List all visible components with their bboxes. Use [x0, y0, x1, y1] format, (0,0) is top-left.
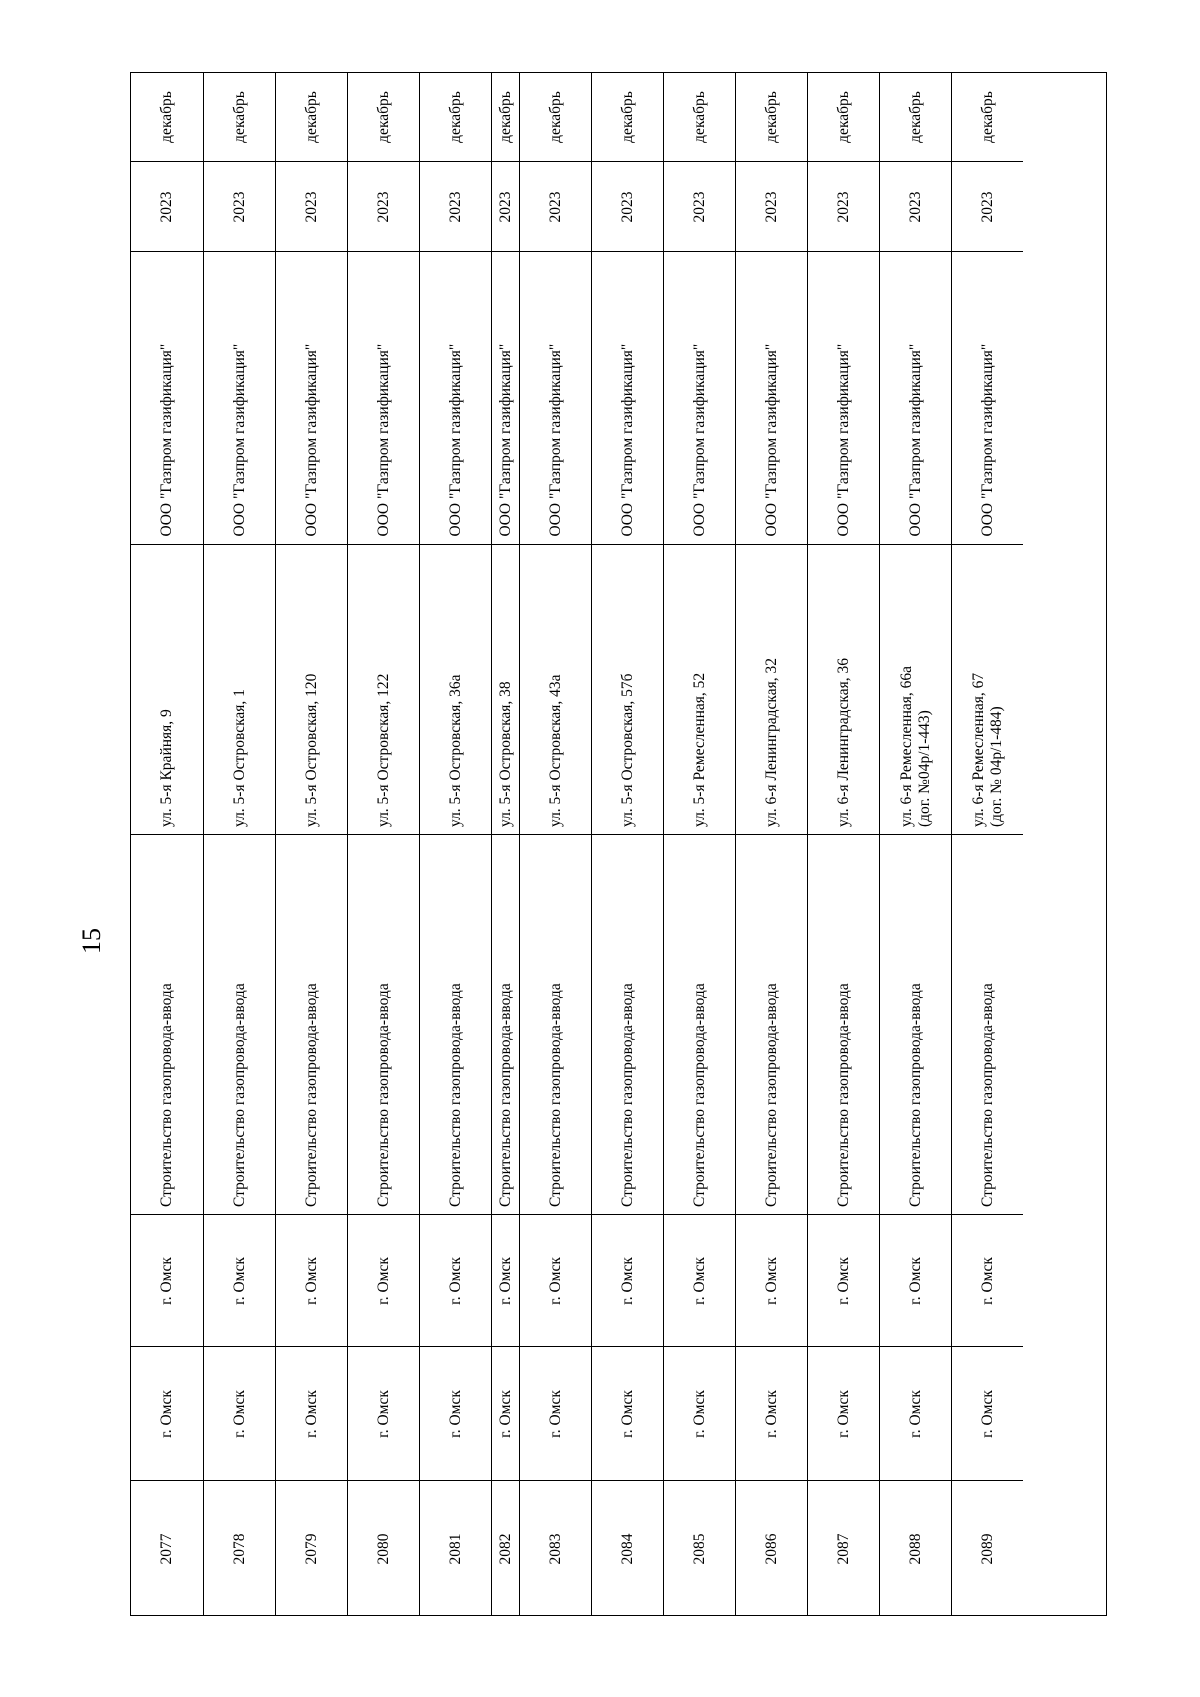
- address-cell: [808, 544, 879, 834]
- month-cell-text: декабрь: [496, 91, 514, 143]
- company-cell-text: ООО "Газпром газификация": [906, 343, 924, 537]
- year-cell-text: 2023: [906, 191, 924, 222]
- city-cell-text: г. Омск: [762, 1256, 780, 1305]
- month-cell-text: декабрь: [762, 91, 780, 143]
- address-cell-text: ул. 5-я Крайняя, 9: [158, 708, 175, 827]
- year-cell: [880, 161, 951, 251]
- id-cell-text: 2078: [230, 1533, 248, 1565]
- year-cell: [492, 161, 519, 251]
- month-cell-text: декабрь: [230, 91, 248, 143]
- city-cell: [348, 1214, 419, 1346]
- table-row: [519, 73, 591, 1615]
- city-cell: [736, 1214, 807, 1346]
- id-cell-text: 2079: [302, 1533, 320, 1565]
- id-cell: [880, 1480, 951, 1617]
- id-cell-text: 2086: [762, 1533, 780, 1565]
- company-cell: [492, 251, 519, 544]
- city-cell-text: г. Омск: [230, 1256, 248, 1305]
- company-cell: [952, 251, 1023, 544]
- work-cell-text: Строительство газопровода-ввода: [834, 982, 852, 1207]
- address-cell-text: ул. 5-я Островская, 122: [374, 673, 392, 827]
- company-cell: [880, 251, 951, 544]
- year-cell-text: 2023: [762, 191, 780, 222]
- id-cell: [348, 1480, 419, 1617]
- city-cell: [592, 1214, 663, 1346]
- year-cell-text: 2023: [374, 191, 392, 222]
- work-cell: [520, 834, 591, 1214]
- table-row: [591, 73, 663, 1615]
- month-cell: [276, 73, 347, 161]
- company-cell: [420, 251, 491, 544]
- year-cell: [131, 161, 203, 251]
- company-cell-text: ООО "Газпром газификация": [762, 343, 780, 537]
- city-cell-text: г. Омск: [374, 1256, 392, 1305]
- year-cell-text: 2023: [158, 191, 175, 222]
- table-row: [807, 73, 879, 1615]
- address-line: ул. 6-я Ремесленная, 67: [969, 672, 987, 827]
- address-cell: [204, 544, 275, 834]
- city-cell: [204, 1214, 275, 1346]
- table-row: [347, 73, 419, 1615]
- address-cell: [736, 544, 807, 834]
- city-cell: [880, 1214, 951, 1346]
- city-cell: [520, 1214, 591, 1346]
- month-cell-text: декабрь: [690, 91, 708, 143]
- table-row: [879, 73, 951, 1615]
- address-cell: [952, 544, 1023, 834]
- city-cell-text: г. Омск: [906, 1256, 924, 1305]
- data-table: [130, 72, 1107, 1616]
- work-cell-text: Строительство газопровода-ввода: [496, 982, 514, 1207]
- address-cell: [276, 544, 347, 834]
- work-cell: [348, 834, 419, 1214]
- id-cell: [420, 1480, 491, 1617]
- work-cell: [204, 834, 275, 1214]
- month-cell-text: декабрь: [302, 91, 320, 143]
- work-cell-text: Строительство газопровода-ввода: [762, 982, 780, 1207]
- table-row: [735, 73, 807, 1615]
- city-cell-text: г. Омск: [690, 1256, 708, 1305]
- contract-line: (дог. №04р/1-443): [915, 709, 933, 827]
- year-cell: [952, 161, 1023, 251]
- address-cell: [880, 544, 951, 834]
- year-cell-text: 2023: [446, 191, 464, 222]
- address-cell-text: ул. 5-я Ремесленная, 52: [690, 672, 708, 827]
- id-cell: [276, 1480, 347, 1617]
- city-cell-2: [664, 1346, 735, 1480]
- month-cell-text: декабрь: [446, 91, 464, 143]
- work-cell: [276, 834, 347, 1214]
- month-cell: [592, 73, 663, 161]
- month-cell: [736, 73, 807, 161]
- month-cell-text: декабрь: [158, 91, 175, 143]
- company-cell-text: ООО "Газпром газификация": [978, 343, 996, 537]
- company-cell-text: ООО "Газпром газификация": [690, 343, 708, 537]
- city-cell-2-text: г. Омск: [302, 1389, 320, 1438]
- month-cell-text: декабрь: [834, 91, 852, 143]
- city-cell-2-text: г. Омск: [546, 1389, 564, 1438]
- work-cell: [952, 834, 1023, 1214]
- month-cell-text: декабрь: [618, 91, 636, 143]
- company-cell-text: ООО "Газпром газификация": [546, 343, 564, 537]
- month-cell-text: декабрь: [374, 91, 392, 143]
- month-cell: [492, 73, 519, 161]
- city-cell-text: г. Омск: [158, 1256, 175, 1305]
- month-cell-text: декабрь: [906, 91, 924, 143]
- year-cell: [520, 161, 591, 251]
- city-cell-2: [492, 1346, 519, 1480]
- city-cell: [131, 1214, 203, 1346]
- work-cell: [492, 834, 519, 1214]
- city-cell-2-text: г. Омск: [618, 1389, 636, 1438]
- id-cell-text: 2077: [158, 1533, 175, 1565]
- month-cell: [520, 73, 591, 161]
- address-cell: [664, 544, 735, 834]
- city-cell-2-text: г. Омск: [978, 1389, 996, 1438]
- city-cell: [664, 1214, 735, 1346]
- id-cell: [664, 1480, 735, 1617]
- month-cell: [880, 73, 951, 161]
- table-row: [131, 73, 203, 1615]
- city-cell-2: [276, 1346, 347, 1480]
- month-cell: [420, 73, 491, 161]
- id-cell: [204, 1480, 275, 1617]
- city-cell-2-text: г. Омск: [158, 1389, 175, 1438]
- city-cell-2: [880, 1346, 951, 1480]
- city-cell-text: г. Омск: [496, 1256, 514, 1305]
- company-cell: [592, 251, 663, 544]
- city-cell-2: [348, 1346, 419, 1480]
- work-cell: [664, 834, 735, 1214]
- month-cell: [952, 73, 1023, 161]
- city-cell-2: [736, 1346, 807, 1480]
- city-cell-text: г. Омск: [446, 1256, 464, 1305]
- id-cell: [952, 1480, 1023, 1617]
- city-cell: [808, 1214, 879, 1346]
- work-cell: [880, 834, 951, 1214]
- address-cell-text: ул. 5-я Островская, 57б: [618, 672, 636, 827]
- address-cell: [131, 544, 203, 834]
- city-cell-2-text: г. Омск: [374, 1389, 392, 1438]
- work-cell-text: Строительство газопровода-ввода: [302, 982, 320, 1207]
- city-cell-2-text: г. Омск: [906, 1389, 924, 1438]
- work-cell-text: Строительство газопровода-ввода: [158, 982, 175, 1207]
- company-cell: [348, 251, 419, 544]
- address-cell-text: ул. 6-я Ленинградская, 36: [834, 657, 852, 827]
- city-cell-2: [204, 1346, 275, 1480]
- work-cell-text: Строительство газопровода-ввода: [374, 982, 392, 1207]
- company-cell-text: ООО "Газпром газификация": [374, 343, 392, 537]
- city-cell-2-text: г. Омск: [446, 1389, 464, 1438]
- address-cell: [348, 544, 419, 834]
- month-cell: [808, 73, 879, 161]
- address-cell-text: ул. 5-я Островская, 43а: [546, 673, 564, 827]
- city-cell-2-text: г. Омск: [762, 1389, 780, 1438]
- month-cell: [131, 73, 203, 161]
- year-cell: [592, 161, 663, 251]
- city-cell: [276, 1214, 347, 1346]
- company-cell: [736, 251, 807, 544]
- id-cell-text: 2088: [906, 1533, 924, 1565]
- month-cell: [204, 73, 275, 161]
- address-cell: [420, 544, 491, 834]
- city-cell-text: г. Омск: [978, 1256, 996, 1305]
- company-cell-text: ООО "Газпром газификация": [302, 343, 320, 537]
- year-cell: [420, 161, 491, 251]
- year-cell-text: 2023: [496, 191, 514, 222]
- city-cell-2-text: г. Омск: [496, 1389, 514, 1438]
- city-cell: [952, 1214, 1023, 1346]
- city-cell-text: г. Омск: [302, 1256, 320, 1305]
- work-cell: [131, 834, 203, 1214]
- id-cell: [492, 1480, 519, 1617]
- city-cell-text: г. Омск: [618, 1256, 636, 1305]
- work-cell: [420, 834, 491, 1214]
- year-cell: [348, 161, 419, 251]
- year-cell: [736, 161, 807, 251]
- work-cell-text: Строительство газопровода-ввода: [546, 982, 564, 1207]
- table-row: [203, 73, 275, 1615]
- company-cell-text: ООО "Газпром газификация": [230, 343, 248, 537]
- city-cell-text: г. Омск: [834, 1256, 852, 1305]
- month-cell-text: декабрь: [546, 91, 564, 143]
- company-cell: [204, 251, 275, 544]
- id-cell-text: 2087: [834, 1533, 852, 1565]
- work-cell: [592, 834, 663, 1214]
- id-cell-text: 2085: [690, 1533, 708, 1565]
- page-number: 15: [77, 928, 106, 954]
- year-cell: [808, 161, 879, 251]
- month-cell: [664, 73, 735, 161]
- work-cell-text: Строительство газопровода-ввода: [230, 982, 248, 1207]
- table-row: [275, 73, 347, 1615]
- year-cell: [276, 161, 347, 251]
- id-cell: [131, 1480, 203, 1617]
- table-row: [491, 73, 519, 1615]
- address-line: ул. 6-я Ремесленная, 66а: [897, 665, 915, 827]
- id-cell-text: 2080: [374, 1533, 392, 1565]
- work-cell-text: Строительство газопровода-ввода: [906, 982, 924, 1207]
- company-cell-text: ООО "Газпром газификация": [158, 343, 175, 537]
- company-cell: [520, 251, 591, 544]
- city-cell-2-text: г. Омск: [834, 1389, 852, 1438]
- city-cell-2: [420, 1346, 491, 1480]
- id-cell-text: 2089: [978, 1533, 996, 1565]
- id-cell-text: 2082: [496, 1533, 514, 1565]
- year-cell-text: 2023: [618, 191, 636, 222]
- company-cell: [276, 251, 347, 544]
- year-cell-text: 2023: [230, 191, 248, 222]
- city-cell-2: [952, 1346, 1023, 1480]
- id-cell-text: 2081: [446, 1533, 464, 1565]
- year-cell-text: 2023: [834, 191, 852, 222]
- city-cell-2: [808, 1346, 879, 1480]
- city-cell-text: г. Омск: [546, 1256, 564, 1305]
- table-row: [663, 73, 735, 1615]
- city-cell-2: [592, 1346, 663, 1480]
- city-cell-2: [131, 1346, 203, 1480]
- address-cell-text: ул. 5-я Островская, 38: [496, 680, 514, 827]
- work-cell: [736, 834, 807, 1214]
- id-cell: [808, 1480, 879, 1617]
- address-cell: [492, 544, 519, 834]
- city-cell-2: [520, 1346, 591, 1480]
- contract-line: (дог. № 04р/1-484): [987, 705, 1005, 827]
- city-cell: [492, 1214, 519, 1346]
- month-cell-text: декабрь: [978, 91, 996, 143]
- city-cell: [420, 1214, 491, 1346]
- id-cell: [736, 1480, 807, 1617]
- id-cell-text: 2084: [618, 1533, 636, 1565]
- year-cell-text: 2023: [690, 191, 708, 222]
- year-cell-text: 2023: [546, 191, 564, 222]
- address-cell-text: ул. 5-я Островская, 1: [230, 688, 248, 827]
- address-cell: [592, 544, 663, 834]
- work-cell-text: Строительство газопровода-ввода: [978, 982, 996, 1207]
- year-cell-text: 2023: [978, 191, 996, 222]
- id-cell: [520, 1480, 591, 1617]
- company-cell: [131, 251, 203, 544]
- month-cell: [348, 73, 419, 161]
- address-cell-text: ул. 6-я Ленинградская, 32: [762, 657, 780, 827]
- work-cell-text: Строительство газопровода-ввода: [690, 982, 708, 1207]
- company-cell-text: ООО "Газпром газификация": [834, 343, 852, 537]
- address-cell: [520, 544, 591, 834]
- company-cell-text: ООО "Газпром газификация": [618, 343, 636, 537]
- table-row: [419, 73, 491, 1615]
- year-cell: [204, 161, 275, 251]
- company-cell-text: ООО "Газпром газификация": [496, 343, 514, 537]
- work-cell: [808, 834, 879, 1214]
- company-cell-text: ООО "Газпром газификация": [446, 343, 464, 537]
- year-cell: [664, 161, 735, 251]
- city-cell-2-text: г. Омск: [230, 1389, 248, 1438]
- city-cell-2-text: г. Омск: [690, 1389, 708, 1438]
- work-cell-text: Строительство газопровода-ввода: [446, 982, 464, 1207]
- table-row: [951, 73, 1023, 1615]
- address-cell-text: ул. 5-я Островская, 36а: [446, 673, 464, 827]
- id-cell: [592, 1480, 663, 1617]
- company-cell: [664, 251, 735, 544]
- address-cell-text: ул. 5-я Островская, 120: [302, 673, 320, 827]
- id-cell-text: 2083: [546, 1533, 564, 1565]
- year-cell-text: 2023: [302, 191, 320, 222]
- company-cell: [808, 251, 879, 544]
- work-cell-text: Строительство газопровода-ввода: [618, 982, 636, 1207]
